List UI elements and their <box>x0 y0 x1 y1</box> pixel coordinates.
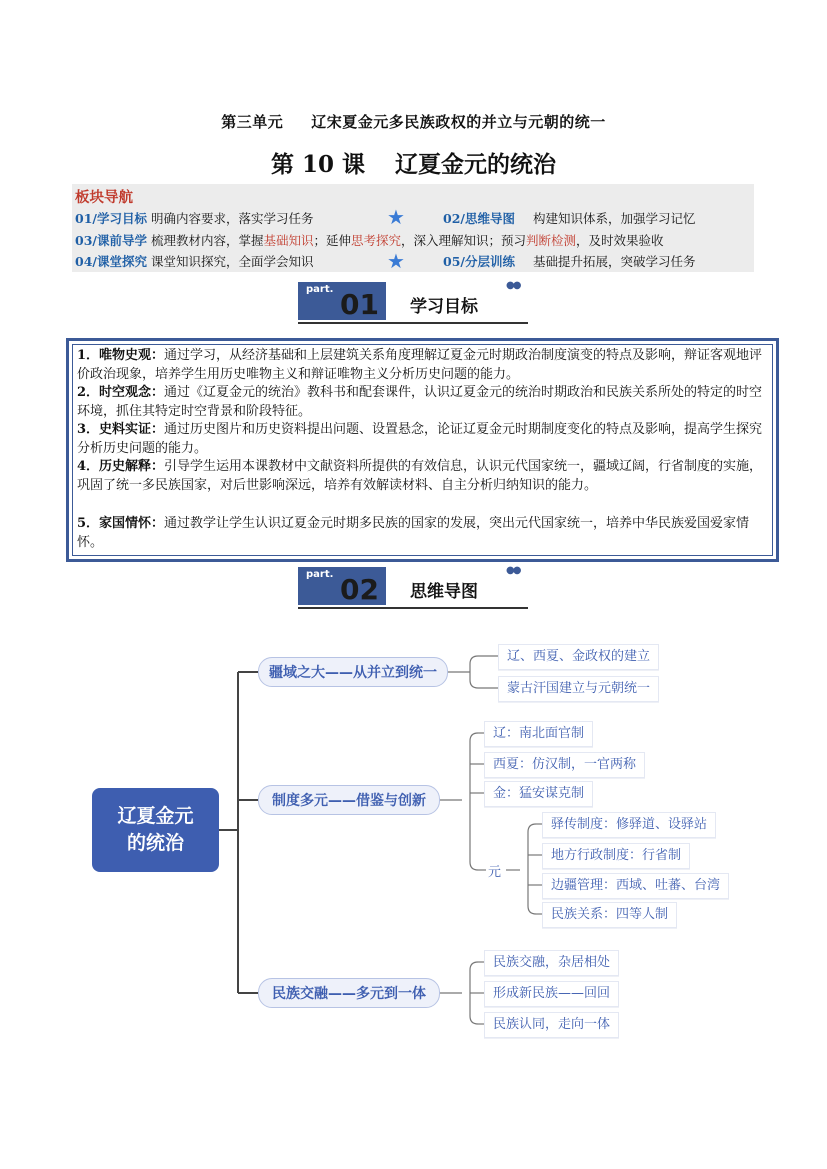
nav-heading: 板块导航 <box>75 189 133 206</box>
nav-link-mind-map[interactable]: 02/思维导图 <box>443 211 515 226</box>
nav-link-preview[interactable]: 03/课前导学 <box>75 233 147 248</box>
goal-item: 3．史料实证：通过历史图片和历史资料提出问题、设置悬念，论证辽夏金元时期制度变化的特点及影响，提高学生探究分析历史问题的能力。 <box>77 422 763 456</box>
nav-link-classroom[interactable]: 04/课堂探究 <box>75 254 147 269</box>
section-title: 学习目标 <box>410 297 478 317</box>
mindmap-branch: 疆域之大——从并立到统一 <box>258 657 448 687</box>
nav-row-3b: 05/分层训练 基础提升拓展，突破学习任务 <box>443 254 696 269</box>
mindmap-leaf: 地方行政制度：行省制 <box>542 843 690 869</box>
drops-icon: ●● <box>506 280 520 291</box>
nav-link-training[interactable]: 05/分层训练 <box>443 254 515 269</box>
mindmap-leaf: 辽、西夏、金政权的建立 <box>498 644 659 670</box>
mindmap-branch: 制度多元——借鉴与创新 <box>258 785 440 815</box>
nav-row-3: 04/课堂探究 课堂知识探究，全面学会知识 <box>75 254 314 269</box>
mindmap-leaf: 驿传制度：修驿道、设驿站 <box>542 812 716 838</box>
drops-icon: ●● <box>506 565 520 576</box>
goal-item: 1．唯物史观：通过学习，从经济基础和上层建筑关系角度理解辽夏金元时期政治制度演变的特点及影响，辩证客观地评价政治现象，培养学生用历史唯物主义和辩证唯物主义分析历史问题的能力。 <box>77 348 763 382</box>
mindmap-leaf: 民族认同，走向一体 <box>484 1012 619 1038</box>
mindmap-leaf: 金：猛安谋克制 <box>484 781 593 807</box>
nav-row-2: 03/课前导学 梳理教材内容，掌握基础知识；延伸思考探究，深入理解知识；预习判断检测，及时效果验收 <box>75 233 664 248</box>
nav-row-1: 01/学习目标 明确内容要求，落实学习任务 <box>75 211 314 226</box>
star-icon: ★ <box>387 249 405 273</box>
section-title: 思维导图 <box>410 582 478 602</box>
mindmap-leaf: 民族关系：四等人制 <box>542 902 677 928</box>
mindmap-root: 辽夏金元 的统治 <box>92 788 219 872</box>
mindmap-leaf: 西夏：仿汉制，一官两称 <box>484 752 645 778</box>
unit-title: 第三单元 辽宋夏金元多民族政权的并立与元朝的统一 <box>221 113 606 131</box>
goal-item: 2．时空观念：通过《辽夏金元的统治》教科书和配套课件，认识辽夏金元的统治时期政治和民族关系所处的特定的时空环境，抓住其特定时空背景和阶段特征。 <box>77 385 763 419</box>
lesson-title: 第 10 课 辽夏金元的统治 <box>270 151 557 178</box>
goal-item: 4．历史解释：引导学生运用本课教材中文献资料所提供的有效信息，认识元代国家统一，疆域辽阔，行省制度的实施，巩固了统一多民族国家，对后世影响深远，培养有效解读材料、自主分析归纳知识的能力。 <box>77 459 763 493</box>
part-badge: part. 02 <box>298 567 386 605</box>
nav-row-1b: 02/思维导图 构建知识体系，加强学习记忆 <box>443 211 696 226</box>
mindmap-leaf: 辽：南北面官制 <box>484 721 593 747</box>
nav-link-learning-goals[interactable]: 01/学习目标 <box>75 211 147 226</box>
mindmap-leaf: 民族交融，杂居相处 <box>484 950 619 976</box>
mindmap-sub-label: 元 <box>488 865 502 880</box>
mindmap-leaf: 形成新民族——回回 <box>484 981 619 1007</box>
mindmap-branch: 民族交融——多元到一体 <box>258 978 440 1008</box>
star-icon: ★ <box>387 205 405 229</box>
part-badge: part. 01 <box>298 282 386 320</box>
goal-item: 5．家国情怀：通过教学让学生认识辽夏金元时期多民族的国家的发展，突出元代国家统一，培养中华民族爱国爱家情怀。 <box>77 516 750 550</box>
mindmap-leaf: 蒙古汗国建立与元朝统一 <box>498 676 659 702</box>
mindmap-leaf: 边疆管理：西域、吐蕃、台湾 <box>542 873 729 899</box>
